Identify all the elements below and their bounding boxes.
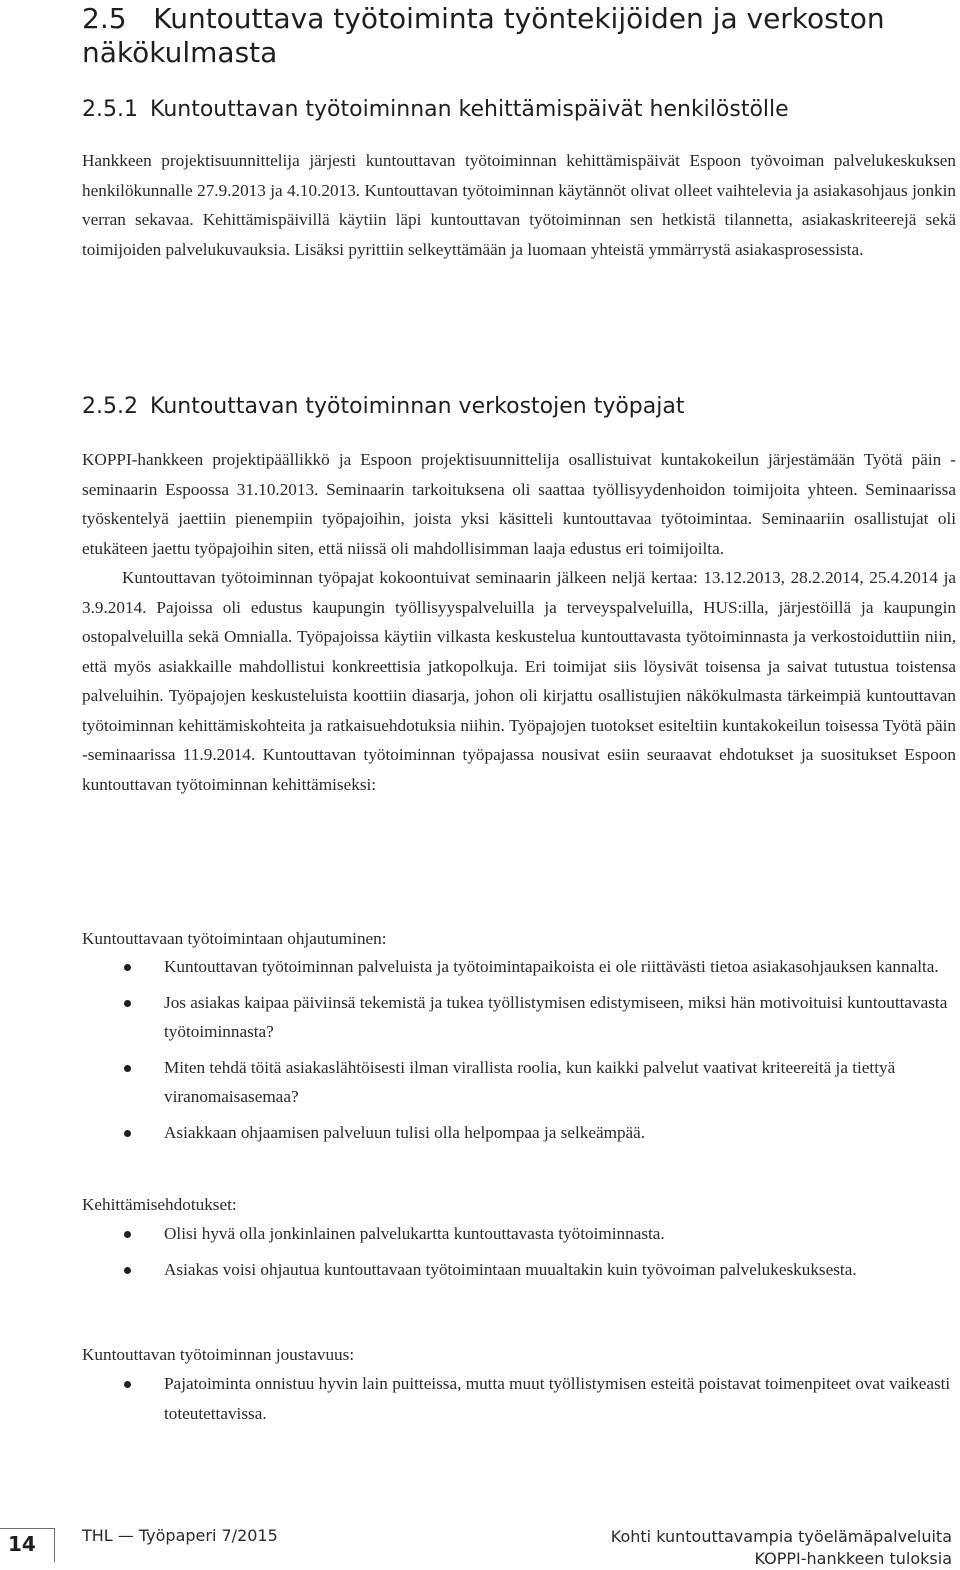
- list-joustavuus: [82, 1369, 956, 1434]
- list-kehittamisehdotukset: [82, 1219, 956, 1290]
- subsection-1-body: [82, 146, 956, 264]
- bullet-icon: [124, 1267, 131, 1274]
- list-item: Olisi hyvä olla jonkinlainen palvelukartta kuntouttavasta työtoiminnasta.: [82, 1219, 956, 1249]
- paragraph-kehittamispaivat: Hankkeen projektisuunnittelija järjesti kuntouttavan työtoiminnan kehittämispäivät Espoon työvoiman palvelukeskuksen henkilökunnalle 27.9.2013 ja 4.10.2013. Kuntouttavan työtoiminnan käytännöt olivat olleet vaihtelevia ja asiakasohjaus jonkin verran sekavaa. Kehittämispäivillä käytiin läpi kuntouttavan työtoiminnan sen hetkistä tilannetta, asiakaskriteerejä sekä toimijoiden palvelukuvauksia. Lisäksi pyrittiin selkeyttämään ja luomaan yhteistä ymmärrystä asiakasprosessista.: [82, 151, 956, 259]
- subsection-number-2: 2.5.2: [82, 394, 138, 419]
- subsection-heading-2: [82, 393, 684, 421]
- bullet-icon: [124, 1381, 131, 1388]
- list-ohjautuminen: [82, 952, 956, 1153]
- footer-title-line1: Kohti kuntouttavampia työelämäpalveluita: [610, 1527, 952, 1546]
- footer-title-line2: KOPPI-hankkeen tuloksia: [754, 1549, 952, 1568]
- page-number: 14: [8, 1532, 36, 1556]
- bullet-icon: [124, 964, 131, 971]
- list-item: Asiakkaan ohjaamisen palveluun tulisi olla helpompaa ja selkeämpää.: [82, 1118, 956, 1148]
- bullet-icon: [124, 1065, 131, 1072]
- subsection-2-body: [82, 445, 956, 799]
- footer-publication: THL — Työpaperi 7/2015: [82, 1526, 278, 1545]
- bullet-icon: [124, 1130, 131, 1137]
- paragraph-seminaari: KOPPI-hankkeen projektipäällikkö ja Espoon projektisuunnittelija osallistuivat kuntakokeilun järjestämään Työtä päin -seminaarin Espoossa 31.10.2013. Seminaarin tarkoituksena oli saattaa työllisyydenhoidon toimijoita yhteen. Seminaarissa työskentelyä jaettiin pienempiin työpajoihin, joista yksi käsitteli kuntouttavaa työtoimintaa. Seminaariin osallistujat oli etukäteen jaettu työpajoihin siten, että niissä oli mahdollisimman laaja edustus eri toimijoilta.: [82, 450, 956, 558]
- paragraph-tyopajat: Kuntouttavan työtoiminnan työpajat kokoontuivat seminaarin jälkeen neljä kertaa: 13.12.2013, 28.2.2014, 25.4.2014 ja 3.9.2014. Pajoissa oli edustus kaupungin työllisyyspalveluilla ja terveyspalveluilla, HUS:illa, järjestöillä ja kaupungin ostopalveluilla sekä Omnialla. Työpajoissa käytiin vilkasta keskustelua kuntouttavasta työtoiminnasta ja verkostoiduttiin niin, että myös asiakkaille mahdollistui konkreettisia jatkopolkuja. Eri toimijat siis löysivät toisensa ja saivat tutustua toistensa palveluihin. Työpajojen keskusteluista koottiin diasarja, johon oli kirjattu osallistujien näkökulmasta tärkeimpiä kuntouttavan työtoiminnan kehittämiskohteita ja ratkaisuehdotuksia niihin. Työpajojen tuotokset esiteltiin kuntakokeilun toisessa Työtä päin -seminaarissa 11.9.2014. Kuntouttavan työtoiminnan työpajassa nousivat esiin seuraavat ehdotukset ja suositukset Espoon kuntouttavan työtoiminnan kehittämiseksi:: [82, 568, 956, 794]
- subsection-title-2: Kuntouttavan työtoiminnan verkostojen työpajat: [149, 394, 685, 419]
- list-title-kehittamisehdotukset: Kehittämisehdotukset:: [82, 1195, 237, 1214]
- section-number: 2.5: [82, 2, 127, 35]
- section-heading: [82, 2, 922, 70]
- list-item: Jos asiakas kaipaa päiviinsä tekemistä ja tukea työllistymisen edistymiseen, miksi hän motivoituisi kuntouttavasta työtoiminnasta?: [82, 988, 956, 1047]
- list-item: Kuntouttavan työtoiminnan palveluista ja työtoimintapaikoista ei ole riittävästi tietoa asiakasohjauksen kannalta.: [82, 952, 956, 982]
- section-title: Kuntouttava työtoiminta työntekijöiden ja verkoston näkökulmasta: [82, 2, 885, 69]
- bullet-icon: [124, 1231, 131, 1238]
- list-item: Pajatoiminta onnistuu hyvin lain puitteissa, mutta muut työllistymisen esteitä poistavat toimenpiteet ovat vaikeasti toteutettavissa.: [82, 1369, 956, 1428]
- list-title-ohjautuminen: Kuntouttavaan työtoimintaan ohjautuminen:: [82, 929, 387, 948]
- list-item: Miten tehdä töitä asiakaslähtöisesti ilman virallista roolia, kun kaikki palvelut vaativat kriteereitä ja tiettyä viranomaisasemaa?: [82, 1053, 956, 1112]
- list-title-joustavuus: Kuntouttavan työtoiminnan joustavuus:: [82, 1345, 355, 1364]
- footer-title: [611, 1526, 952, 1570]
- subsection-title-1: Kuntouttavan työtoiminnan kehittämispäivät henkilöstölle: [149, 97, 789, 122]
- list-item: Asiakas voisi ohjautua kuntouttavaan työtoimintaan muualtakin kuin työvoiman palvelukeskuksesta.: [82, 1255, 956, 1285]
- subsection-number-1: 2.5.1: [82, 97, 138, 122]
- subsection-heading-1: [82, 96, 789, 124]
- bullet-icon: [124, 1000, 131, 1007]
